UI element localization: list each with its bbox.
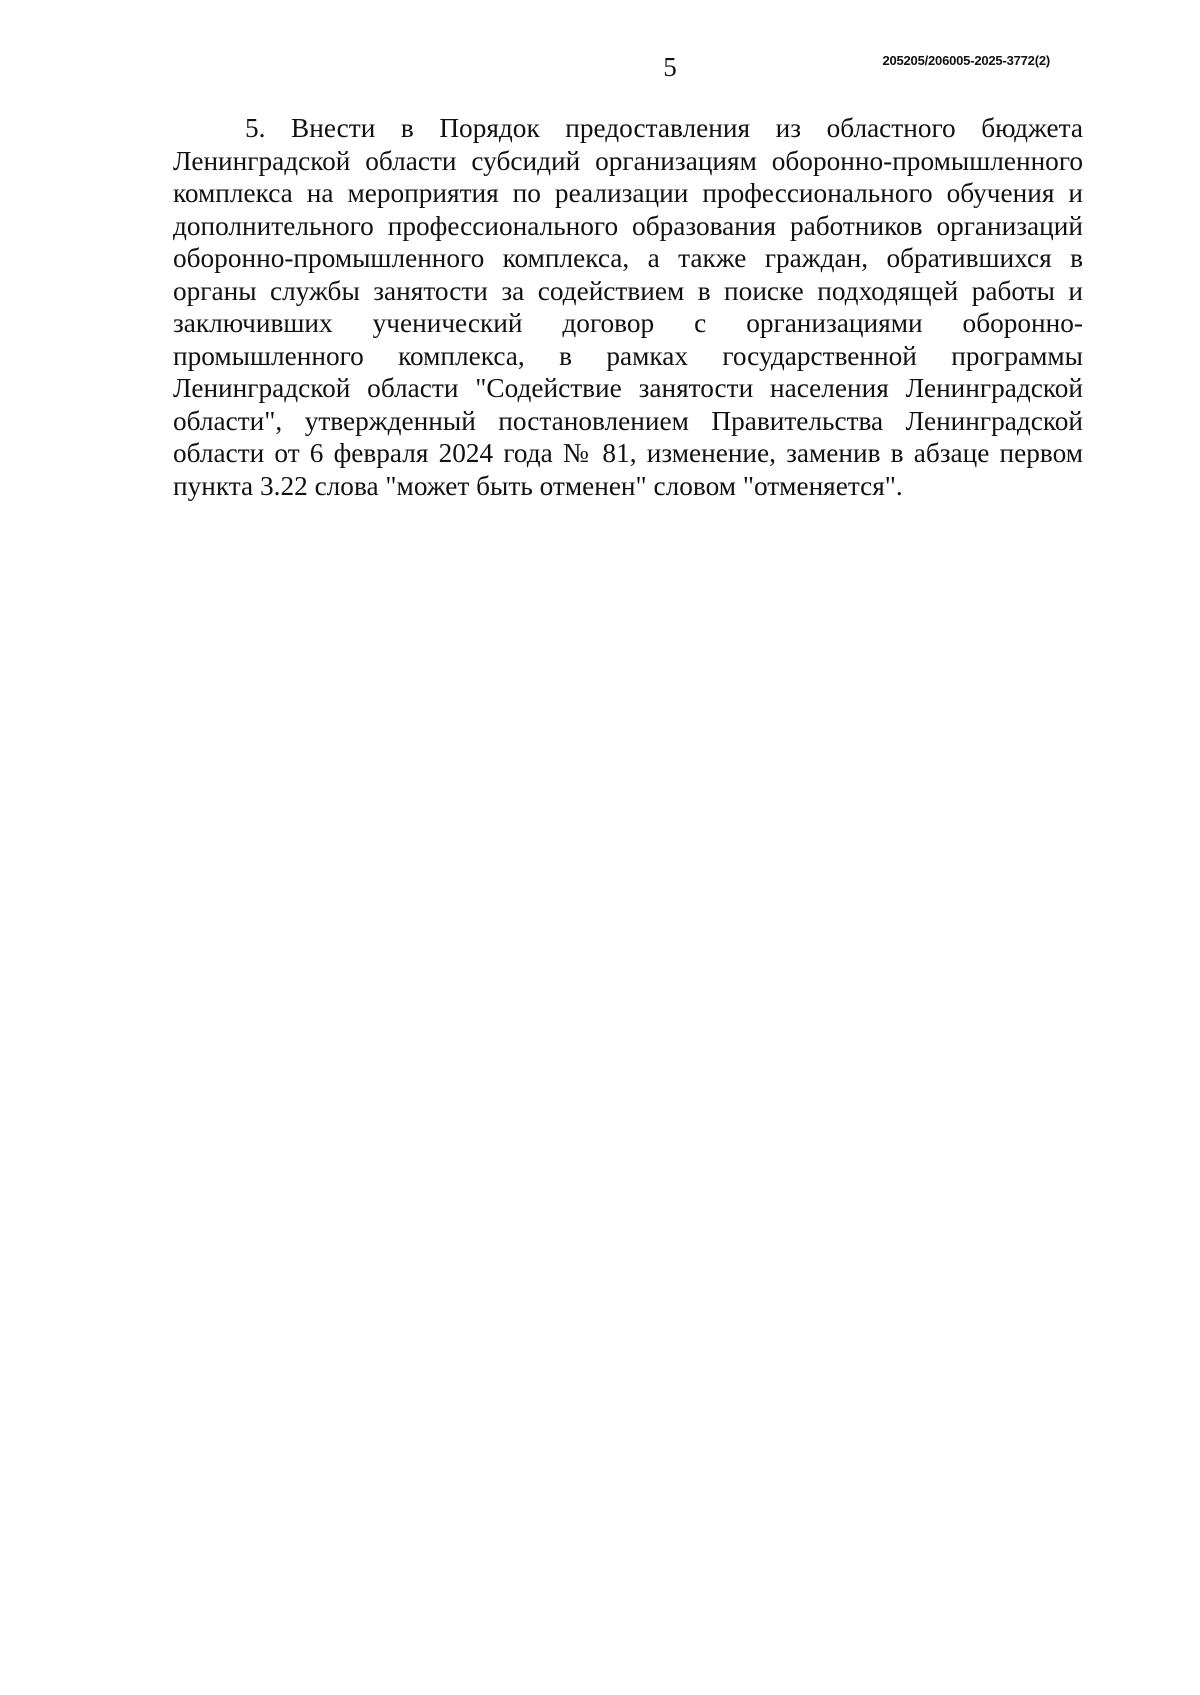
body-paragraph: 5. Внести в Порядок предоставления из областного бюджета Ленинградской области субсидий организациям оборонно-промышленного комплекса на мероприятия по реализации профессионального обучения и дополнительного профессионального образования работников организаций оборонно-промышленного комплекса, а также граждан, обратившихся в органы службы занятости за содействием в поиске подходящей работы и заключивших ученический договор с организациями оборонно-промышленного комплекса, в рамках государственной программы Ленинградской области "Содействие занятости населения Ленинградской области", утвержденный постановлением Правительства Ленинградской области от 6 февраля 2024 года № 81, изменение, заменив в абзаце первом пункта 3.22 слова "может быть отменен" словом "отменяется". [173, 113, 1083, 501]
document-code: 205205/206005-2025-3772(2) [882, 53, 1050, 68]
document-body [173, 112, 1083, 502]
page-number: 5 [663, 52, 677, 82]
